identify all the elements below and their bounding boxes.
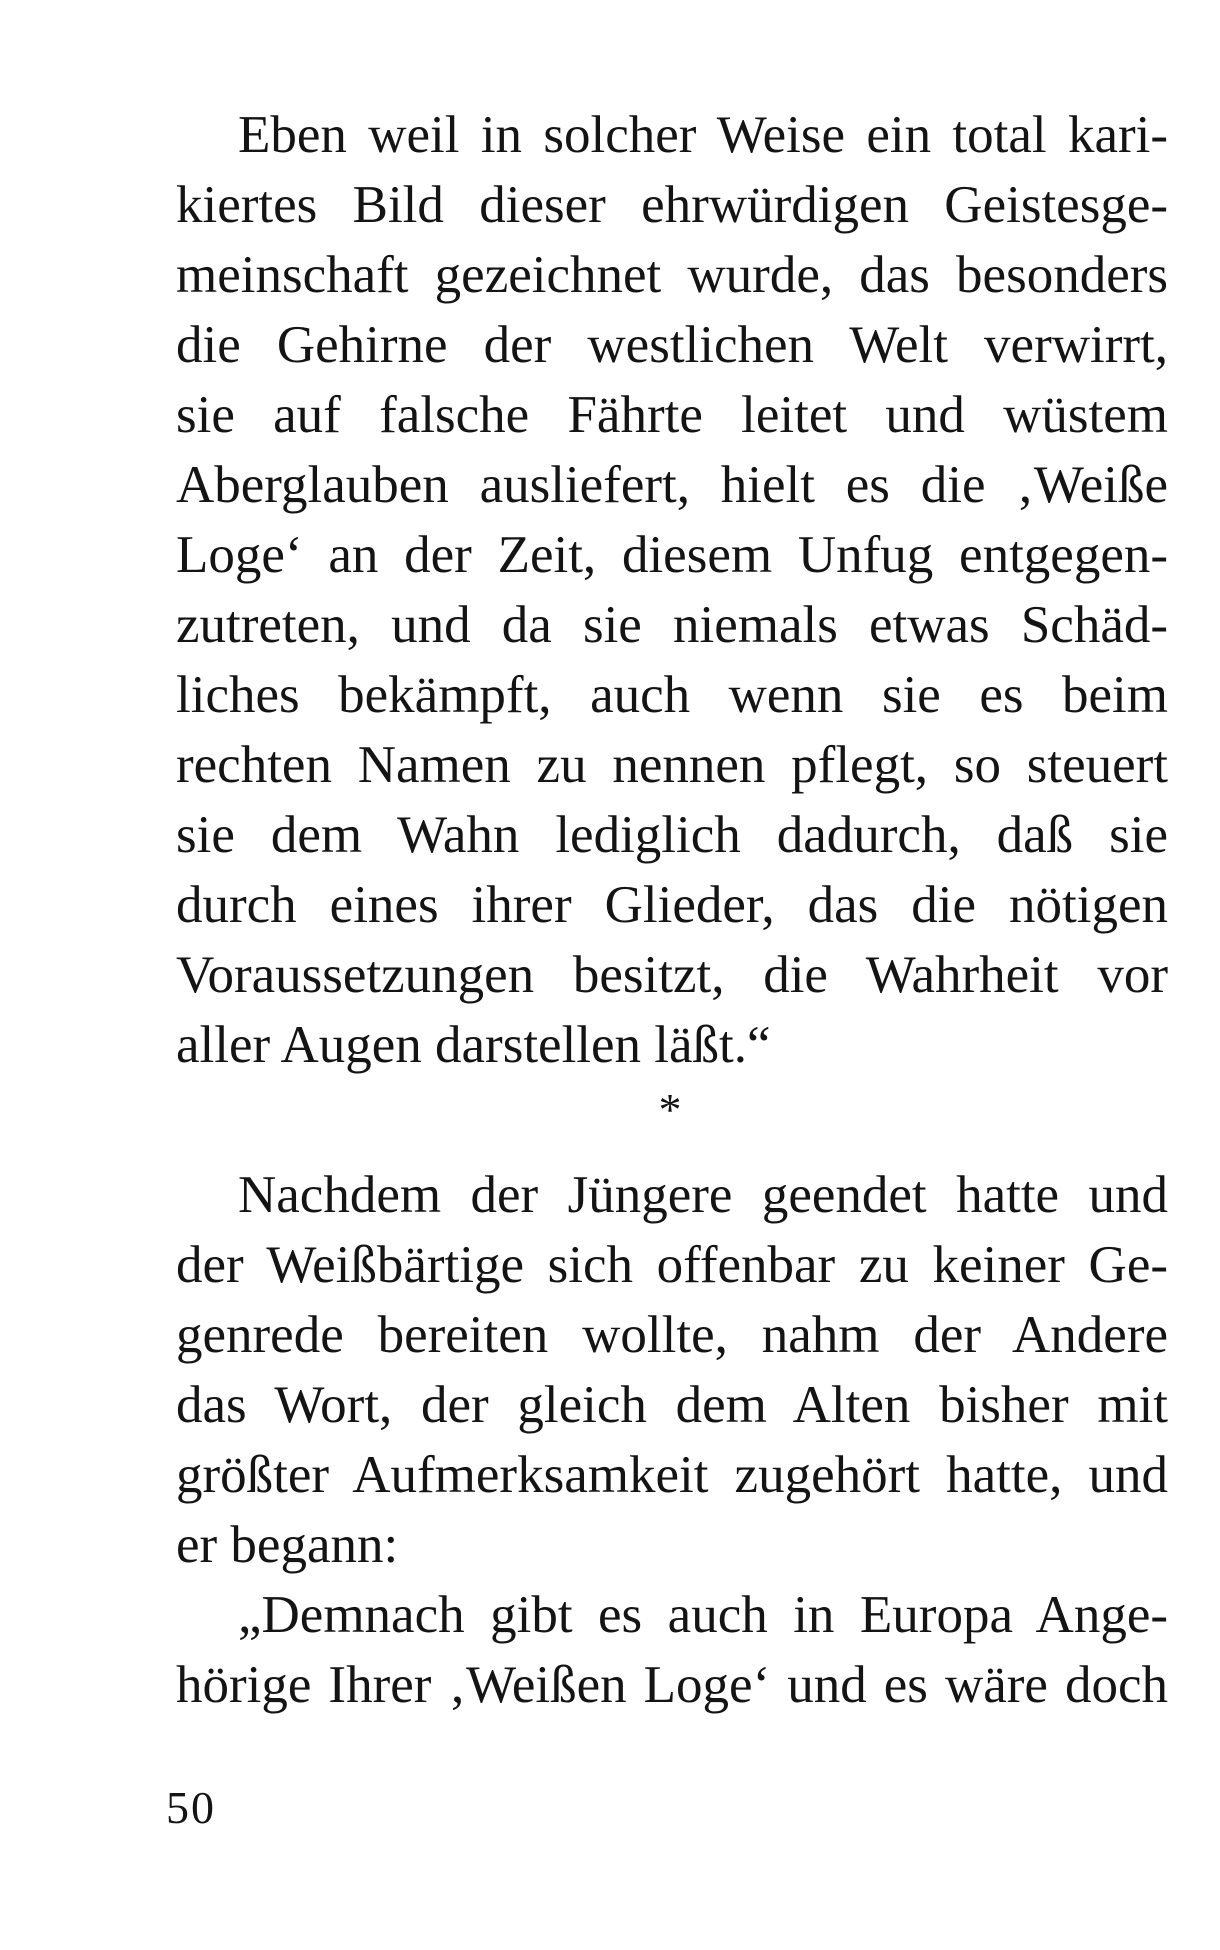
- text-line: genrede bereiten wollte, nahm der Andere: [176, 1306, 1168, 1364]
- text-line: zutreten, und da sie niemals etwas Schäd-: [176, 596, 1168, 654]
- text-line: kiertes Bild dieser ehrwürdigen Geistesge-: [176, 176, 1168, 234]
- text-line: das Wort, der gleich dem Alten bisher mit: [176, 1376, 1168, 1434]
- text-line: Aberglauben ausliefert, hielt es die ‚Weiße: [176, 456, 1168, 514]
- text-line: sie dem Wahn lediglich dadurch, daß sie: [176, 806, 1168, 864]
- text-line: rechten Namen zu nennen pflegt, so steuert: [176, 736, 1168, 794]
- text-line: sie auf falsche Fährte leitet und wüstem: [176, 386, 1168, 444]
- text-line: Eben weil in solcher Weise ein total kari-: [238, 106, 1168, 164]
- text-body-top: [176, 100, 1168, 1080]
- section-separator-asterisk: *: [658, 1084, 682, 1135]
- text-line: Voraussetzungen besitzt, die Wahrheit vor: [176, 946, 1168, 1004]
- text-body-bottom: [176, 1160, 1168, 1720]
- text-line: Loge‘ an der Zeit, diesem Unfug entgegen-: [176, 526, 1168, 584]
- text-line: Nachdem der Jüngere geendet hatte und: [238, 1166, 1168, 1224]
- page-number: 50: [166, 1782, 216, 1833]
- text-line: aller Augen darstellen läßt.“: [176, 1016, 771, 1074]
- text-line: der Weißbärtige sich offenbar zu keiner Ge-: [176, 1236, 1168, 1294]
- text-line: durch eines ihrer Glieder, das die nötigen: [176, 876, 1168, 934]
- text-line: größter Aufmerksamkeit zugehört hatte, und: [176, 1446, 1168, 1504]
- text-line: er begann:: [176, 1516, 399, 1574]
- text-line: meinschaft gezeichnet wurde, das besonders: [176, 246, 1168, 304]
- text-line: liches bekämpft, auch wenn sie es beim: [176, 666, 1168, 724]
- text-line: „Demnach gibt es auch in Europa Ange-: [238, 1586, 1168, 1644]
- text-line: hörige Ihrer ‚Weißen Loge‘ und es wäre doch: [176, 1656, 1168, 1714]
- text-line: die Gehirne der westlichen Welt verwirrt,: [176, 316, 1168, 374]
